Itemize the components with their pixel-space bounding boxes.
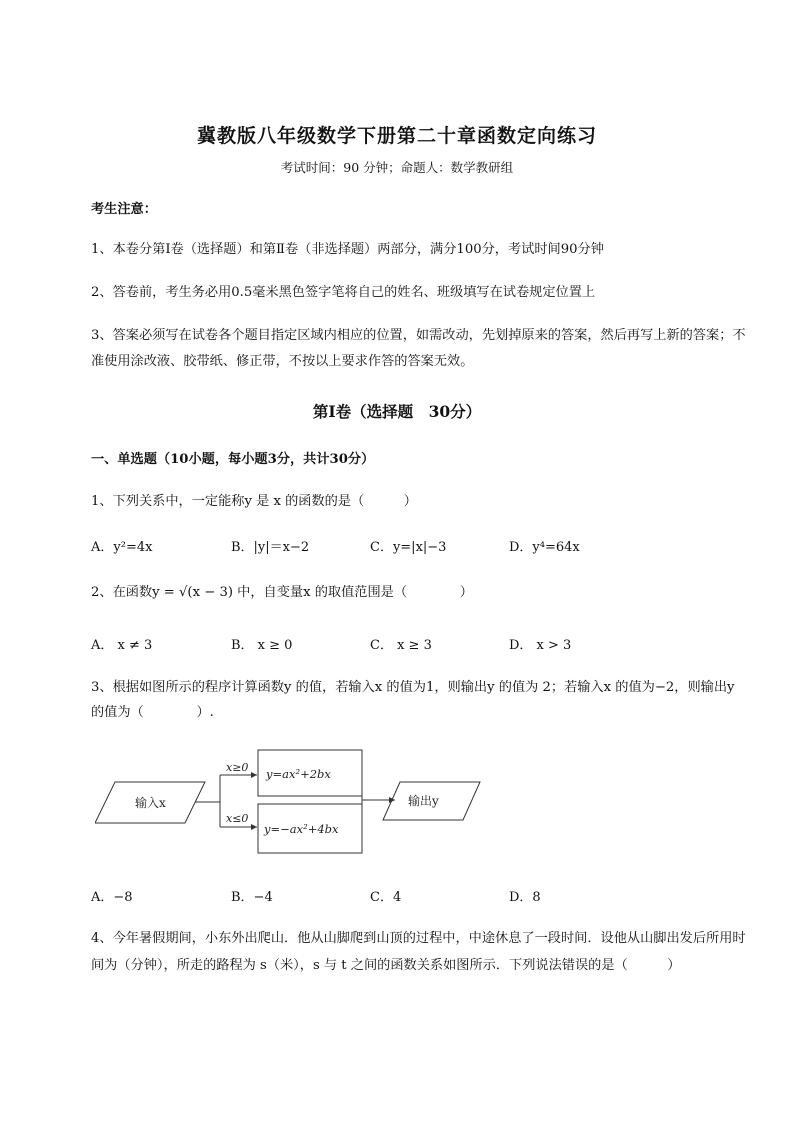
- notice-heading: 考生注意：: [91, 202, 157, 217]
- exam-subtitle: 考试时间：90 分钟；命题人：数学教研组: [280, 160, 514, 175]
- question-3-option-a[interactable]: A．−8: [91, 890, 133, 905]
- exam-title: 冀教版八年级数学下册第二十章函数定向练习: [196, 125, 597, 147]
- flow-output-label: 输出y: [408, 794, 439, 808]
- flow-condition-bottom: x≤0: [226, 812, 249, 825]
- flow-input-label: 输入x: [135, 796, 166, 810]
- notice-item-3: 3、答案必须写在试卷各个题目指定区域内相应的位置，如需改动，先划掉原来的答案，然后再写上新的答案；不准使用涂改液、胶带纸、修正带，不按以上要求作答的答案无效。: [91, 328, 746, 369]
- question-3-stem: 3、根据如图所示的程序计算函数y 的值，若输入x 的值为1，则输出y 的值为 2；若输入x 的值为−2，则输出y 的值为（ ）.: [91, 680, 735, 720]
- question-2-option-b[interactable]: B． x ≥ 0: [231, 638, 293, 653]
- question-1-option-a[interactable]: A．y²=4x: [91, 540, 153, 555]
- question-3-option-c[interactable]: C．4: [370, 890, 402, 905]
- question-2-option-d[interactable]: D． x > 3: [509, 638, 572, 653]
- notice-item-1: 1、本卷分第I卷（选择题）和第Ⅱ卷（非选择题）两部分，满分100分，考试时间90分钟: [91, 242, 604, 257]
- section-title: 第I卷（选择题 30分）: [312, 402, 482, 421]
- flow-formula-bottom: y=−ax²+4bx: [264, 822, 339, 836]
- question-2-option-a[interactable]: A． x ≠ 3: [91, 638, 153, 653]
- question-3-option-d[interactable]: D．8: [509, 890, 541, 905]
- part-heading: 一、单选题（10小题，每小题3分，共计30分）: [91, 452, 375, 467]
- question-3-option-b[interactable]: B．−4: [231, 890, 273, 905]
- notice-item-2: 2、答卷前，考生务必用0.5毫米黑色签字笔将自己的姓名、班级填写在试卷规定位置上: [91, 285, 596, 300]
- question-1-option-c[interactable]: C．y=|x|−3: [370, 540, 447, 555]
- question-2-stem: 2、在函数y = √(x − 3) 中，自变量x 的取值范围是（ ）: [91, 585, 473, 600]
- flow-formula-top: y=ax²+2bx: [266, 767, 331, 781]
- question-1-option-d[interactable]: D．y⁴=64x: [509, 540, 580, 555]
- program-flowchart: [95, 740, 495, 858]
- question-1-stem: 1、下列关系中，一定能称y 是 x 的函数的是（ ）: [91, 494, 417, 509]
- question-1-option-b[interactable]: B．|y|＝x−2: [231, 540, 310, 555]
- flow-condition-top: x≥0: [226, 761, 249, 774]
- question-4-stem: 4、今年暑假期间，小东外出爬山．他从山脚爬到山顶的过程中，中途休息了一段时间．设他从山脚出发后所用时间为（分钟），所走的路程为 s（米），s 与 t 之间的函数关系如图所示．下列说法错误的是（ ）: [91, 931, 746, 973]
- question-2-option-c[interactable]: C． x ≥ 3: [370, 638, 432, 653]
